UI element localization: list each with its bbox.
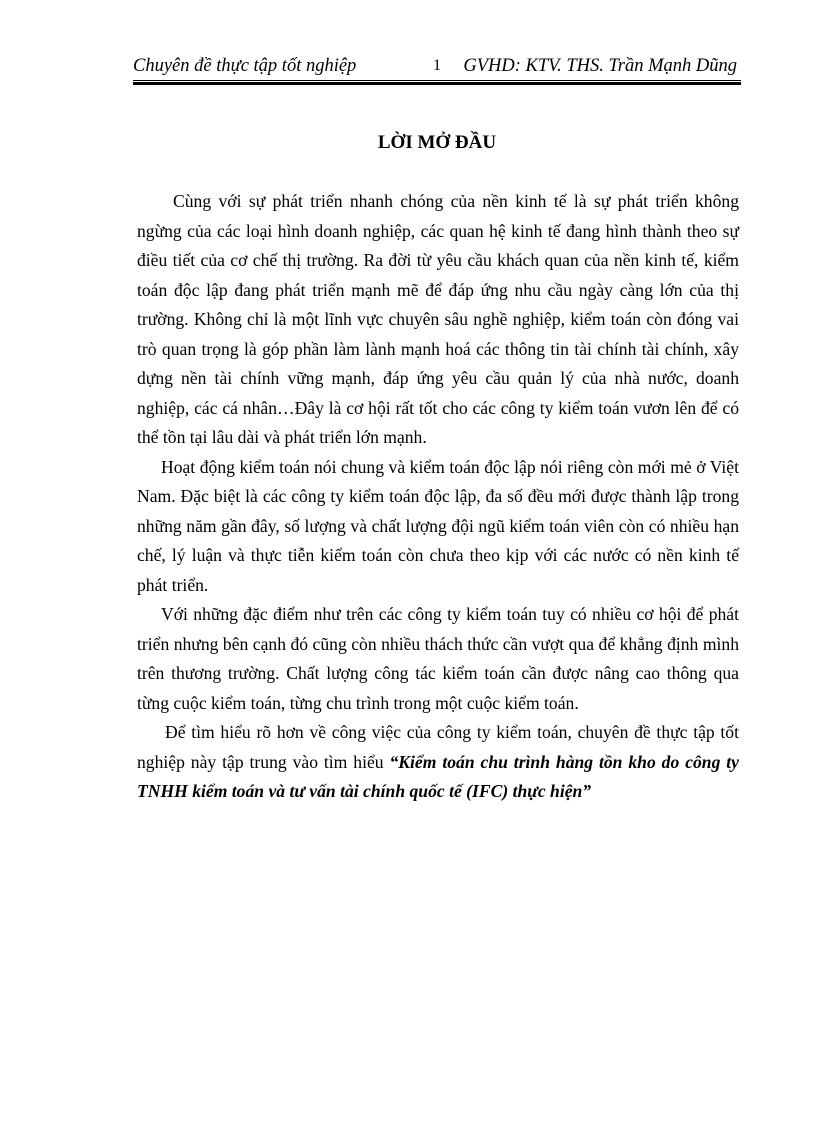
paragraph-topic — [137, 718, 739, 807]
header-document-type: Chuyên đề thực tập tốt nghiệp — [133, 56, 357, 76]
page-title: LỜI MỞ ĐẦU — [377, 132, 497, 153]
page-number: 1 — [433, 57, 441, 74]
page-header — [133, 52, 741, 80]
header-rule-thick — [133, 82, 741, 85]
paragraph-intro: Cùng với sự phát triển nhanh chóng của nền kinh tế là sự phát triển không ngừng của các loại hình doanh nghiệp, các quan hệ kinh tế đang hình thành theo sự điều tiết của cơ chế thị trường. Ra đời từ yêu cầu khách quan của nền kinh tế, kiểm toán độc lập đang phát triển mạnh mẽ để đáp ứng nhu cầu ngày càng lớn của thị trường. Không chỉ là một lĩnh vực chuyên sâu nghề nghiệp, kiểm toán còn đóng vai trò quan trọng là góp phần làm lành mạnh hoá các thông tin tài chính tài chính, xây dựng nền tài chính vững mạnh, đáp ứng yêu cầu quản lý của nhà nước, doanh nghiệp, các cá nhân…Đây là cơ hội rất tốt cho các công ty kiểm toán vươn lên để có thể tồn tại lâu dài và phát triển lớn mạnh. — [137, 191, 739, 447]
topic-title-emphasis: “Kiểm toán chu trình hàng tồn kho do công ty TNHH kiểm toán và tư vấn tài chính quốc tế (IFC) thực hiện” — [137, 751, 739, 801]
header-rule-thin — [133, 80, 741, 81]
topic-lead-text: Để tìm hiểu rõ hơn về công việc của công ty kiểm toán, chuyên đề thực tập tốt nghiệp này tập trung vào tìm hiểu — [137, 722, 739, 772]
paragraph-challenges: Với những đặc điểm như trên các công ty kiểm toán tuy có nhiều cơ hội để phát triển nhưng bên cạnh đó cũng còn nhiều thách thức cần vượt qua để khẳng định mình trên thương trường. Chất lượng công tác kiểm toán cần được nâng cao thông qua từng cuộc kiểm toán, từng chu trình trong một cuộc kiểm toán. — [137, 604, 739, 713]
paragraph-audit-activity: Hoạt động kiểm toán nói chung và kiểm toán độc lập nói riêng còn mới mẻ ở Việt Nam. Đặc biệt là các công ty kiểm toán độc lập, đa số đều mới được thành lập trong những năm gần đây, số lượng và chất lượng đội ngũ kiểm toán viên còn có nhiều hạn chế, lý luận và thực tiễn kiểm toán còn chưa theo kịp với các nước có nền kinh tế phát triển. — [137, 456, 739, 595]
header-supervisor: GVHD: KTV. THS. Trần Mạnh Dũng — [463, 56, 737, 76]
document-body — [137, 187, 739, 807]
